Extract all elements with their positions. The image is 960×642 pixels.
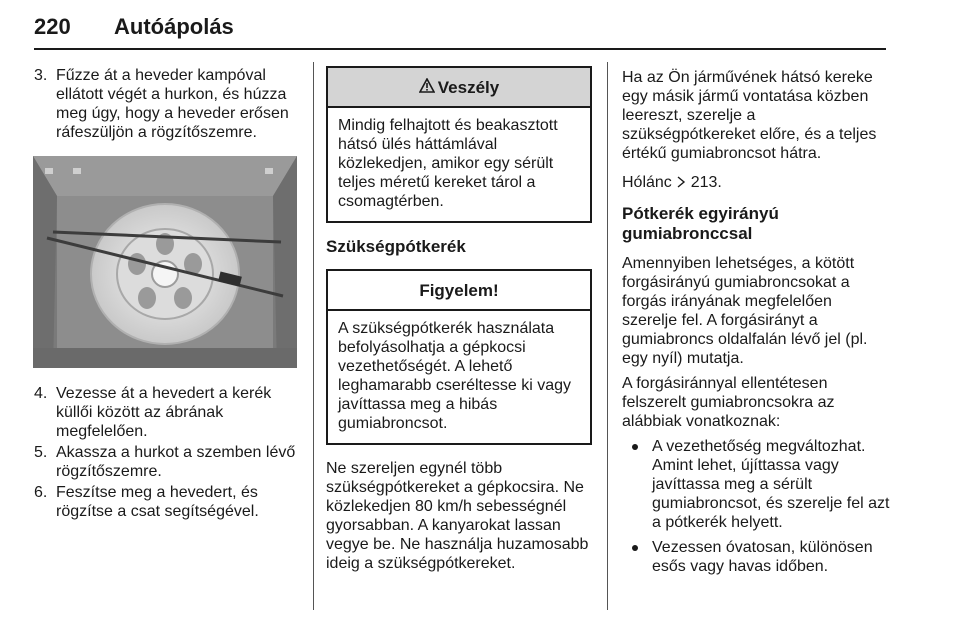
column-2	[326, 60, 592, 573]
list-item	[622, 437, 890, 532]
danger-box-header	[328, 68, 590, 108]
bullet-dot	[632, 444, 638, 450]
page-header	[34, 12, 886, 50]
column-1	[34, 60, 300, 521]
danger-body: Mindig felhajtott és beakasztott hátsó ülés háttámlával közlekedjen, amikor egy sérült teljes méretű kereket tárol a csomagtérben.	[338, 117, 558, 210]
step-item	[34, 66, 300, 142]
step-number: 3.	[34, 67, 48, 84]
bullet-dot	[632, 545, 638, 551]
spare-wheel-strap-photo	[33, 156, 297, 368]
chapter-title: Autóápolás	[114, 14, 234, 39]
caution-box-header	[328, 271, 590, 311]
reference-label: Hólánc	[622, 174, 672, 191]
paragraph: Amennyiben lehetséges, a kötött forgásirányú gumiabroncsokat a forgás irányának megfelelően szerelje fel. A forgásirányt a gumiabroncs oldalfalán lévő jel (pl. egy nyíl) mutatja.	[622, 255, 868, 367]
step-text: Fűzze át a heveder kampóval ellátott végét a hurkon, és húzza meg úgy, hogy a heveder erősen ráfeszüljön a rögzítőszemre.	[56, 67, 289, 141]
reference-arrow-icon	[676, 174, 686, 186]
section-heading: Szükségpótkerék	[326, 237, 466, 256]
cross-reference	[622, 173, 890, 192]
page-number: 220	[34, 14, 71, 39]
warning-triangle-icon	[419, 78, 435, 97]
step-item	[34, 483, 300, 521]
caution-title: Figyelem!	[419, 280, 499, 300]
step-item	[34, 384, 300, 441]
list-item-text: A vezethetőség megváltozhat. Amint lehet, újíttassa vagy javíttassa meg a sérült gumiabroncsot, és szerelje fel azt a pótkerék helyett.	[652, 438, 890, 531]
step-number: 4.	[34, 385, 48, 402]
paragraph: Ha az Ön járművének hátsó kereke egy másik jármű vontatása közben leereszt, szerelje a szükségpótkereket előre, és a teljes értékű gumiabroncsot hátra.	[622, 69, 877, 162]
danger-box	[326, 66, 592, 223]
step-text: Vezesse át a hevedert a kerék küllői között az ábrának megfelelően.	[56, 385, 272, 440]
section-heading: Pótkerék egyirányú gumiabronccsal	[622, 204, 779, 243]
list-item-text: Vezessen óvatosan, különösen esős vagy havas időben.	[652, 539, 873, 575]
caution-body: A szükségpótkerék használata befolyásolhatja a gépkocsi vezethetőségét. A lehető leghamarabb cseréltesse ki vagy javíttassa meg a hibás gumiabroncsot.	[338, 320, 572, 432]
paragraph: A forgásiránnyal ellentétesen felszerelt gumiabroncsokra az alábbiak vonatkoznak:	[622, 375, 835, 430]
step-text: Feszítse meg a hevedert, és rögzítse a csat segítségével.	[56, 484, 259, 520]
danger-title: Veszély	[437, 77, 500, 97]
reference-page: 213.	[690, 174, 722, 191]
step-number: 5.	[34, 444, 48, 461]
caution-box	[326, 269, 592, 445]
trunk-illustration	[33, 156, 297, 368]
list-item	[622, 538, 890, 576]
column-divider-2	[607, 62, 608, 610]
step-number: 6.	[34, 484, 48, 501]
column-3	[622, 60, 890, 576]
step-text: Akassza a hurkot a szemben lévő rögzítőszemre.	[56, 444, 296, 480]
column-divider-1	[313, 62, 314, 610]
step-item	[34, 443, 300, 481]
paragraph: Ne szereljen egynél több szükségpótkereket a gépkocsira. Ne közlekedjen 80 km/h sebességnél gyorsabban. A kanyarokat lassan vegye be. Ne használja huzamosabb ideig a szükségpótkereket.	[326, 460, 589, 572]
